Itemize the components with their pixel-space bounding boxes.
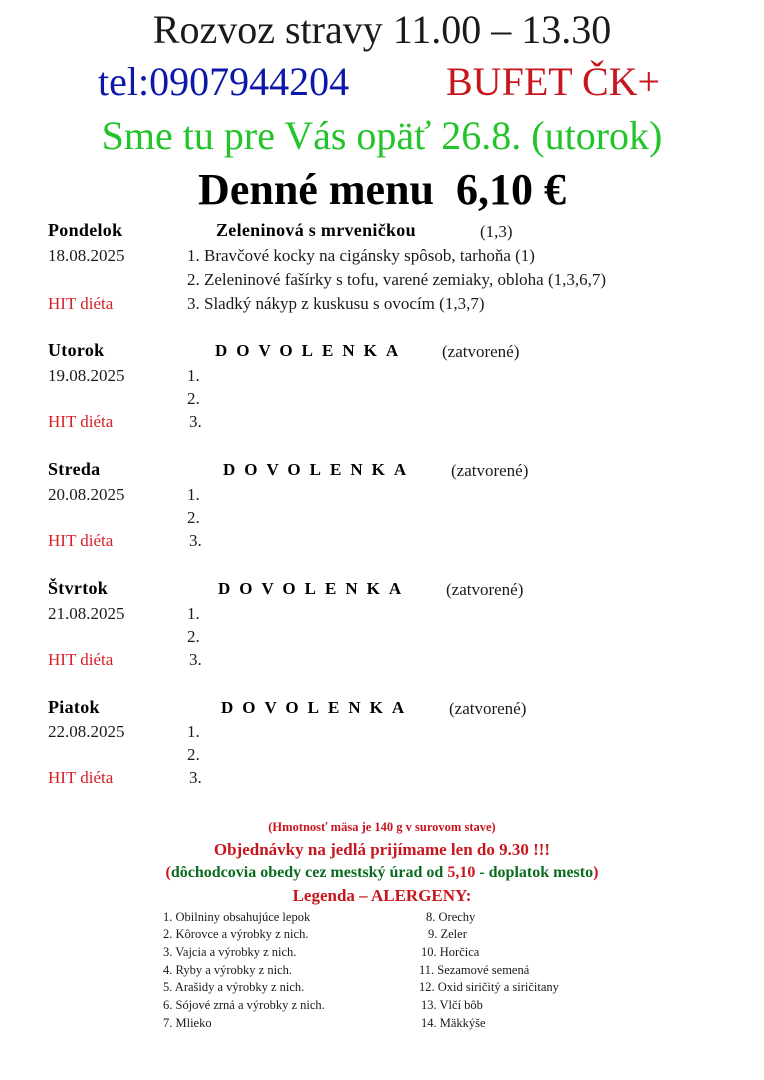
day-date: 22.08.2025 bbox=[48, 722, 125, 741]
day-date: 18.08.2025 bbox=[48, 246, 125, 265]
phone-number: tel:0907944204 bbox=[98, 59, 350, 104]
legend-item: 9. Zeler bbox=[428, 927, 467, 941]
menu-item-1: 1. Bravčové kocky na cigánsky spôsob, tarhoňa (1) bbox=[187, 246, 535, 265]
vacation-label: DOVOLENKA bbox=[215, 341, 408, 360]
legend-item: 13. Vlčí bôb bbox=[421, 998, 483, 1012]
menu-item-1: 1. bbox=[187, 604, 200, 623]
menu-item-2: 2. bbox=[187, 627, 200, 646]
menu-item-3: 3. bbox=[189, 412, 202, 431]
day-name: Štvrtok bbox=[48, 578, 109, 598]
legend-item: 3. Vajcia a výrobky z nich. bbox=[163, 945, 297, 959]
menu-item-2: 2. bbox=[187, 745, 200, 764]
delivery-hours: Rozvoz stravy 11.00 – 13.30 bbox=[152, 7, 612, 52]
legend-item: 8. Orechy bbox=[426, 910, 476, 924]
legend-title: Legenda – ALERGENY: bbox=[292, 886, 472, 905]
brand-name: BUFET ČK+ bbox=[446, 59, 661, 104]
legend-item: 7. Mlieko bbox=[163, 1016, 212, 1030]
closed-status: (zatvorené) bbox=[449, 699, 527, 718]
legend-item: 1. Obilniny obsahujúce lepok bbox=[163, 910, 311, 924]
seniors-price: 5,10 bbox=[447, 864, 476, 881]
soup-name: Zeleninová s mrveničkou bbox=[216, 220, 416, 240]
menu-item-1: 1. bbox=[187, 366, 200, 385]
menu-item-2: 2. bbox=[187, 508, 200, 527]
menu-item-3: 3. bbox=[189, 650, 202, 669]
closed-status: (zatvorené) bbox=[451, 461, 529, 480]
meat-weight-note: (Hmotnosť mäsa je 140 g v surovom stave) bbox=[268, 820, 496, 834]
menu-item-3: 3. bbox=[189, 768, 202, 787]
hit-diet-label: HIT diéta bbox=[48, 650, 114, 669]
legend-item: 14. Mäkkýše bbox=[421, 1016, 486, 1030]
day-name: Piatok bbox=[48, 697, 100, 717]
vacation-label: DOVOLENKA bbox=[223, 460, 416, 479]
legend-item: 4. Ryby a výrobky z nich. bbox=[163, 963, 292, 977]
day-date: 20.08.2025 bbox=[48, 485, 125, 504]
hit-diet-label: HIT diéta bbox=[48, 768, 114, 787]
day-name: Utorok bbox=[48, 340, 105, 360]
seniors-text-end: - doplatok mesto bbox=[475, 864, 594, 881]
menu-item-2: 2. bbox=[187, 389, 200, 408]
day-date: 19.08.2025 bbox=[48, 366, 125, 385]
seniors-note bbox=[0, 864, 764, 882]
legend-item: 6. Sójové zrná a výrobky z nich. bbox=[163, 998, 325, 1012]
closed-status: (zatvorené) bbox=[442, 342, 520, 361]
order-deadline-note: Objednávky na jedlá prijímame len do 9.30 !!! bbox=[213, 840, 551, 859]
closed-status: (zatvorené) bbox=[446, 580, 524, 599]
soup-allergens: (1,3) bbox=[480, 222, 513, 241]
menu-title: Denné menu 6,10 € bbox=[198, 165, 566, 214]
day-name: Streda bbox=[48, 459, 101, 479]
seniors-paren-close: ) bbox=[593, 864, 599, 881]
vacation-label: DOVOLENKA bbox=[218, 579, 411, 598]
menu-item-3: 3. bbox=[189, 531, 202, 550]
legend-item: 2. Kôrovce a výrobky z nich. bbox=[163, 927, 309, 941]
legend-item: 11. Sezamové semená bbox=[419, 963, 530, 977]
legend-item: 5. Arašidy a výrobky z nich. bbox=[163, 980, 305, 994]
hit-diet-label: HIT diéta bbox=[48, 412, 114, 431]
reopening-notice: Sme tu pre Vás opäť 26.8. (utorok) bbox=[101, 113, 663, 158]
menu-item-2: 2. Zeleninové fašírky s tofu, varené zemiaky, obloha (1,3,6,7) bbox=[187, 270, 607, 289]
legend-item: 12. Oxid siričitý a siričitany bbox=[419, 980, 559, 994]
seniors-paren-open: ( bbox=[165, 864, 171, 881]
menu-item-1: 1. bbox=[187, 722, 200, 741]
hit-diet-label: HIT diéta bbox=[48, 294, 114, 313]
day-date: 21.08.2025 bbox=[48, 604, 125, 623]
seniors-text: dôchodcovia obedy cez mestský úrad od bbox=[170, 864, 448, 881]
day-name: Pondelok bbox=[48, 220, 123, 240]
menu-item-1: 1. bbox=[187, 485, 200, 504]
vacation-label: DOVOLENKA bbox=[221, 698, 414, 717]
menu-item-3: 3. Sladký nákyp z kuskusu s ovocím (1,3,7) bbox=[187, 294, 485, 313]
hit-diet-label: HIT diéta bbox=[48, 531, 114, 550]
legend-item: 10. Horčica bbox=[421, 945, 480, 959]
